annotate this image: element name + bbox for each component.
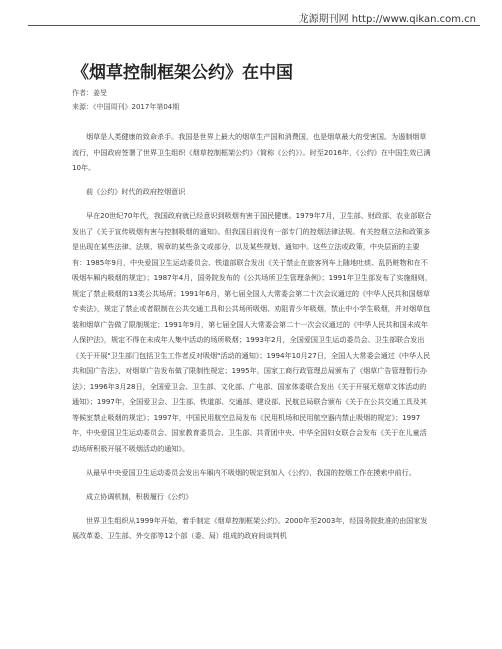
journal-site-header: 龙源期刊网 http://www.qikan.com.cn — [298, 14, 476, 25]
header-divider — [28, 25, 480, 26]
summary-paragraph: 从最早中央爱国卫生运动委员会发出车厢内不吸烟的规定到加入《公约》，我国的控烟工作在摸索中前行。 — [86, 467, 416, 477]
who-paragraph: 世界卫生组织从1999年开始，着手制定《烟草控制框架公约》。2000年至2003年，经国务院批准的由国家发展改革委、卫生部、外交部等12个部（委、局）组成的政府间谈判机 — [72, 515, 428, 540]
article-author: 作者：姜旻 — [72, 89, 107, 97]
section-heading-pre-convention: 前《公约》时代的政府控烟意识 — [86, 187, 186, 196]
intro-paragraph: 烟草是人类健康的致命杀手。我国是世界上最大的烟草生产国和消费国，也是烟草最大的受害国。为遏制烟草流行，中国政府签署了世界卫生组织《烟草控制框架公约》（简称《公约》）。时至2016年，《公约》在中国生效已满10年。 — [72, 132, 431, 172]
article-title: 《烟草控制框架公约》在中国 — [72, 63, 293, 83]
history-paragraph: 早在20世纪70年代，我国政府就已经意识到吸烟有害于国民健康。1979年7月，卫生部、财政部、农业部联合发出了《关于宣传吸烟有害与控制吸烟的通知》。但我国目前没有一部专门的控烟法律法规。有关控烟立法和政策多是出现在某些法律、法规、规章的某些条文或部分，以及某些规划、通知中。这些立法或政策，中央层面的主要有：1985年9月，中央爱国卫生运动委员会、铁道部联合发出《关于禁止在旅客列车上随地吐痰、乱扔赃物和在不吸烟车厢内吸烟的规定》；1987年4月，国务院发布的《公共场所卫生管理条例》；1991年卫生部发布了实施细则，规定了禁止吸烟的13类公共场所；1991年6月，第七届全国人大常委会第二十次会议通过的《中华人民共和国烟草专卖法》，规定了禁止或者限制在公共交通工具和公共场所吸烟、劝阻青少年吸烟，禁止中小学生吸烟，并对烟草包装和烟草广告做了限制规定；1991年9月，第七届全国人大常委会第二十一次会议通过的《中华人民共和国未成年人保护法》，规定不得在未成年人集中活动的场所吸烟；1993年2月，全国爱国卫生运动委员会、卫生部联合发出《关于开展"卫生部门包括卫生工作者反对吸烟"活动的通知》；1994年10月27日，全国人大常委会通过《中华人民共和国广告法》，对烟草广告发布做了限制性规定；1995年，国家工商行政管理总局颁布了《烟草广告管理暂行办法》；1996年3月28日，全国爱卫会、卫生部、文化部、广电部、国家体委联合发出《关于开展无烟草文体活动的通知》；1997年，全国爱卫会、卫生部、铁道部、交通部、建设部、民航总局联合颁布《关于在公共交通工具及其等候室禁止吸烟的规定》；1997年，中国民用航空总局发布《民用机场和民用航空器内禁止吸烟的规定》；1997年，中央爱国卫生运动委员会、国家教育委员会、卫生部、共青团中央、中华全国妇女联合会发布《关于在儿童活动场所积极开展不吸烟活动的通知》。 — [72, 211, 432, 453]
article-body — [72, 129, 432, 552]
section-heading-coordination: 成立协调机制，积极履行《公约》 — [86, 491, 193, 501]
article-source: 来源：《中国周刊》2017年第04期 — [72, 103, 180, 111]
